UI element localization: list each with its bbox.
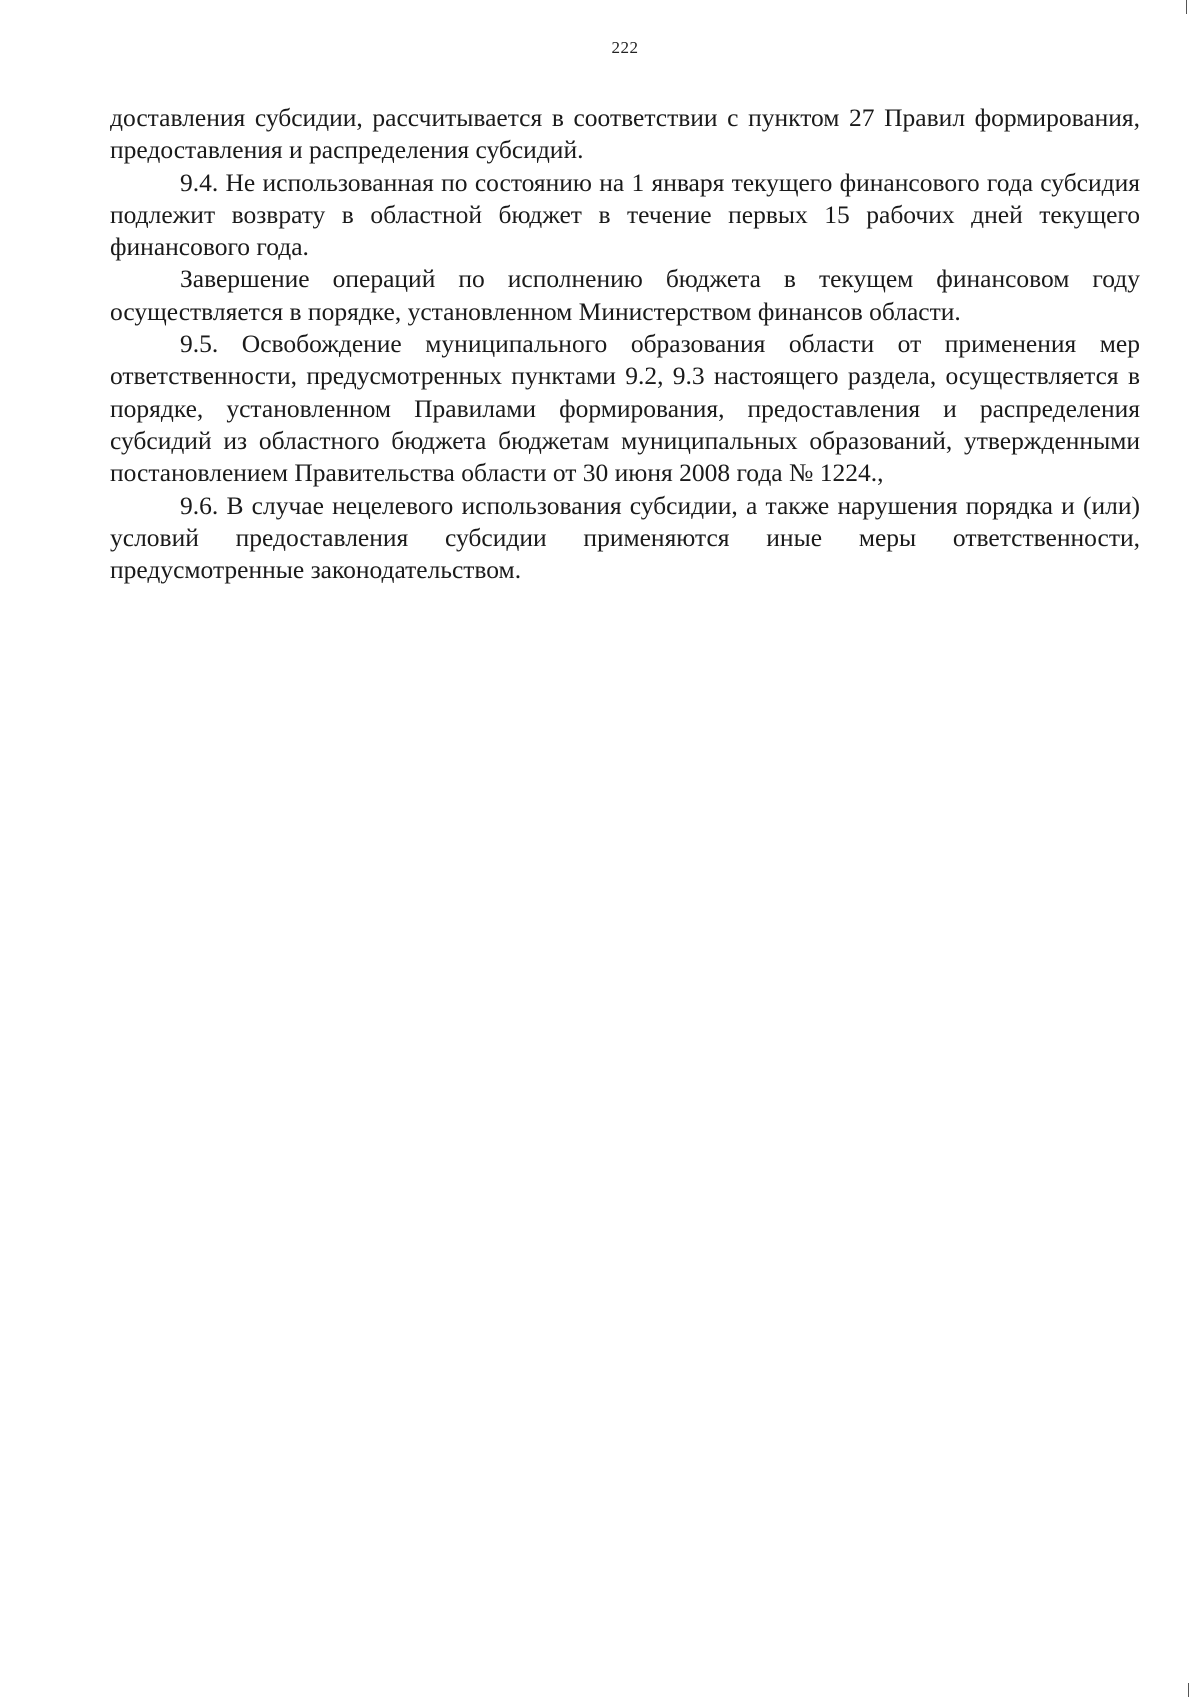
paragraph-9-5: 9.5. Освобождение муниципального образования области от применения мер ответственности, предусмотренных пунктами 9.2, 9.3 настоящего раздела, осуществляется в порядке, установленном Правилами формирования, предоставления и распределения субсидий из областного бюджета бюджетам муниципальных образований, утвержденными постановлением Правительства области от 30 июня 2008 года № 1224., — [110, 329, 1140, 488]
scan-edge-mark — [1186, 0, 1187, 14]
scan-edge-mark — [1188, 1683, 1189, 1697]
paragraph-continuation: доставления субсидии, рассчитывается в соответствии с пунктом 27 Правил формирования, предоставления и распределения субсидий. — [110, 103, 1140, 165]
paragraph-9-6: 9.6. В случае нецелевого использования субсидии, а также нарушения порядка и (или) условий предоставления субсидии применяются иные меры ответственности, предусмотренные законодательством. — [110, 490, 1140, 585]
document-body — [110, 102, 1140, 586]
paragraph-budget-completion: Завершение операций по исполнению бюджета в текущем финансовом году осуществляется в порядке, установленном Министерством финансов области. — [110, 264, 1140, 326]
page-number: 222 — [611, 38, 639, 57]
paragraph-9-4: 9.4. Не использованная по состоянию на 1 января текущего финансового года субсидия подлежит возврату в областной бюджет в течение первых 15 рабочих дней текущего финансового года. — [110, 167, 1140, 262]
